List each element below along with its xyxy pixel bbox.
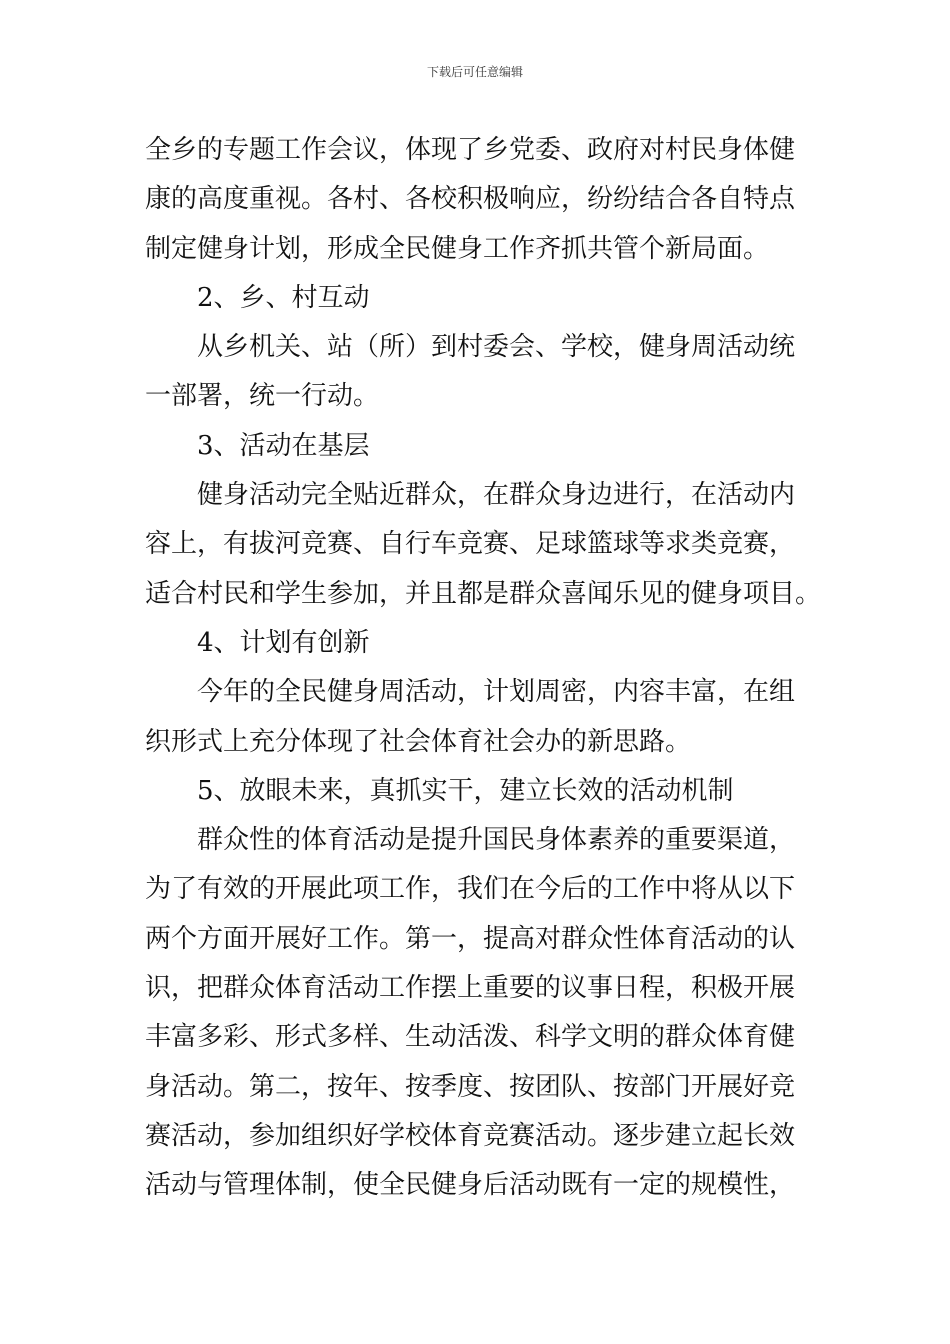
- body-text-line: 一部署，统一行动。: [145, 381, 380, 412]
- body-text-line: 3、活动在基层: [197, 430, 370, 461]
- body-text-line: 身活动。第二，按年、按季度、按团队、按部门开展好竞: [145, 1071, 796, 1102]
- body-text-line: 容上，有拔河竞赛、自行车竞赛、足球篮球等求类竞赛，: [145, 529, 796, 560]
- body-text-line: 为了有效的开展此项工作，我们在今后的工作中将从以下: [145, 874, 796, 905]
- body-text-line: 康的高度重视。各村、各校积极响应，纷纷结合各自特点: [145, 184, 796, 215]
- body-text-line: 群众性的体育活动是提升国民身体素养的重要渠道，: [197, 825, 796, 856]
- document-body: [145, 126, 822, 1211]
- body-text-line: 今年的全民健身周活动，计划周密，内容丰富，在组: [197, 677, 796, 708]
- body-text-line: 丰富多彩、形式多样、生动活泼、科学文明的群众体育健: [145, 1022, 796, 1053]
- body-text-line: 活动与管理体制，使全民健身后活动既有一定的规模性，: [145, 1170, 796, 1201]
- body-text-line: 5、放眼未来，真抓实干，建立长效的活动机制: [197, 775, 734, 806]
- body-text-line: 制定健身计划，形成全民健身工作齐抓共管个新局面。: [145, 233, 770, 264]
- body-text-line: 从乡机关、站（所）到村委会、学校，健身周活动统: [197, 332, 796, 363]
- body-text-line: 适合村民和学生参加，并且都是群众喜闻乐见的健身项目。: [145, 578, 822, 609]
- body-text-line: 4、计划有创新: [197, 627, 370, 658]
- body-text-line: 识，把群众体育活动工作摆上重要的议事日程，积极开展: [145, 973, 796, 1004]
- body-text-line: 2、乡、村互动: [197, 282, 370, 313]
- body-text-line: 健身活动完全贴近群众，在群众身边进行，在活动内: [197, 480, 796, 511]
- body-text-line: 全乡的专题工作会议，体现了乡党委、政府对村民身体健: [145, 135, 796, 165]
- page-header-note: 下载后可任意编辑: [426, 65, 523, 79]
- body-text-line: 两个方面开展好工作。第一，提高对群众性体育活动的认: [145, 923, 796, 954]
- body-text-line: 织形式上充分体现了社会体育社会办的新思路。: [145, 726, 692, 757]
- body-text-line: 赛活动，参加组织好学校体育竞赛活动。逐步建立起长效: [145, 1120, 796, 1151]
